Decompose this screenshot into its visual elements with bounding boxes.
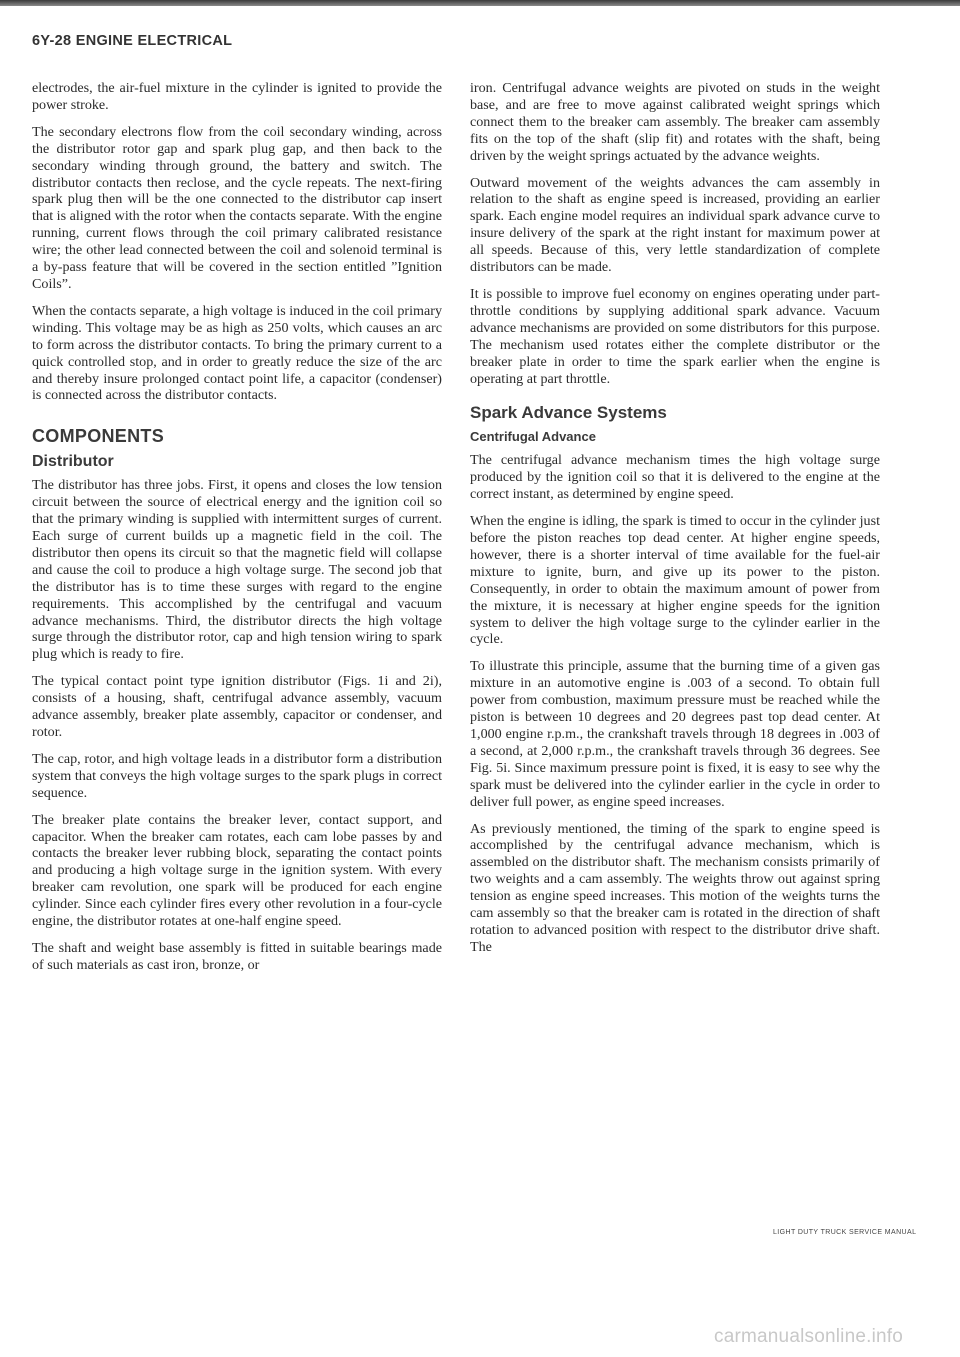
subsection-heading-distributor: Distributor (32, 453, 114, 471)
paragraph: The distributor has three jobs. First, it opens and closes the low tension circuit between the source of electrical energy and the ignition coil so that the primary winding is supplied with intermittent surges of current. Each surge of current builds up a magnetic field in the coil. The distributor then opens its circuit so that the magnetic field will collapse and cause the coil to produce a high voltage surge. The second job that the distributor has is to time these surges with regard to the engine requirements. This accomplished by the centrifugal and vacuum advance mechanisms. Third, the distributor directs the high voltage surge through the distributor rotor, cap and high tension wiring to spark plug which is ready to fire. (32, 477, 442, 663)
page-header: 6Y-28 ENGINE ELECTRICAL (32, 33, 233, 49)
paragraph: As previously mentioned, the timing of the spark to engine speed is accomplished by the centrifugal advance mechanism, which is assembled on the distributor shaft. The mechanism consists primarily of two weights and a cam assembly. The weights throw out against spring tension as engine speed increases. This motion of the weights turns the cam assembly so that the breaker cam is rotated in the direction of shaft rotation to advanced position with respect to the distributor drive shaft. The (470, 820, 880, 955)
paragraph: The secondary electrons flow from the coil secondary winding, across the distributor rotor gap and spark plug gap, and then back to the secondary winding through ground, the battery and switch. The distributor contacts then reclose, and the cycle repeats. The next-firing spark plug then will be the one connected to the distributor cap insert that is aligned with the rotor when the contacts separate. With the engine running, current flows through the coil primary calibrated resistance wire; the other lead connected between the coil and solenoid terminal is a by-pass feature that will be covered in the section entitled ”Ignition Coils”. (32, 123, 442, 292)
paragraph: The centrifugal advance mechanism times the high voltage surge produced by the ignition coil so that it is delivered to the engine at the correct instant, as determined by engine speed. (470, 452, 880, 503)
paragraph: To illustrate this principle, assume that the burning time of a given gas mixture in an automotive engine is .003 of a second. To obtain full power from combustion, maximum pressure must be reached while the piston is between 10 degrees and 20 degrees past top dead center. At 1,000 engine r.p.m., the crankshaft travels through 18 degrees in .003 of a second, at 2,000 r.p.m., the crankshaft travels through 36 degrees. See Fig. 5i. Since maximum pressure point is fixed, it is easy to see why the spark must be delivered into the cylinder earlier in the cycle in order to deliver full power, as engine speed increases. (470, 658, 880, 810)
top-rule (0, 0, 960, 6)
section-heading-spark-advance: Spark Advance Systems (470, 403, 667, 423)
subsection-heading-centrifugal-advance: Centrifugal Advance (470, 429, 596, 445)
paragraph: The shaft and weight base assembly is fitted in suitable bearings made of such materials as cast iron, bronze, or (32, 939, 442, 973)
right-column (470, 80, 880, 966)
paragraph: It is possible to improve fuel economy on engines operating under part-throttle conditions by supplying additional spark advance. Vacuum advance mechanisms are provided on some distributors for this purpose. The mechanism used rotates either the complete distributor or the breaker plate in order to time the spark earlier when the engine is operating at part throttle. (470, 285, 880, 387)
paragraph: iron. Centrifugal advance weights are pivoted on studs in the weight base, and are free to move against calibrated weight springs which connect them to the breaker cam assembly. The breaker cam assembly fits on the top of the shaft (slip fit) and rotates with the shaft, being driven by the weight springs actuated by the advance weights. (470, 80, 880, 164)
paragraph: When the contacts separate, a high voltage is induced in the coil primary winding. This voltage may be as high as 250 volts, which causes an arc to form across the distributor contacts. To bring the primary current to a quick controlled stop, and in order to greatly reduce the size of the arc and thereby insure prolonged contact point life, a capacitor (condenser) is connected across the distributor contacts. (32, 302, 442, 404)
section-heading-components: COMPONENTS (32, 426, 165, 447)
paragraph: The breaker plate contains the breaker lever, contact support, and capacitor. When the breaker cam rotates, each cam lobe passes by and contacts the breaker lever rubbing block, separating the contact points and producing a high voltage surge in the ignition system. With every breaker cam revolution, one spark will be produced for each engine cylinder. Since each cylinder fires every other revolution in a four-cycle engine, the distributor rotates at one-half engine speed. (32, 811, 442, 930)
watermark-text: carmanualsonline.info (714, 1326, 904, 1347)
paragraph: The typical contact point type ignition distributor (Figs. 1i and 2i), consists of a housing, shaft, centrifugal advance assembly, vacuum advance assembly, breaker plate assembly, capacitor or condenser, and rotor. (32, 673, 442, 740)
paragraph: When the engine is idling, the spark is timed to occur in the cylinder just before the piston reaches top dead center. At higher engine speeds, however, there is a shorter interval of time available for the fuel-air mixture to ignite, burn, and give up its power to the piston. Consequently, in order to obtain the maximum amount of power from the mixture, it is necessary at higher engine speeds for the ignition system to deliver the high voltage surge to the cylinder earlier in the cycle. (470, 513, 880, 648)
paragraph: The cap, rotor, and high voltage leads in a distributor form a distribution system that conveys the high voltage surges to the spark plugs in correct sequence. (32, 750, 442, 801)
paragraph: Outward movement of the weights advances the cam assembly in relation to the shaft as engine speed is increased, providing an earlier spark. Each engine model requires an individual spark advance curve to insure delivery of the spark at the right instant for maximum power at all speeds. Because of this, very lettle standardization of complete distributors can be made. (470, 174, 880, 276)
paragraph: electrodes, the air-fuel mixture in the cylinder is ignited to provide the power stroke. (32, 80, 442, 113)
page-footer: LIGHT DUTY TRUCK SERVICE MANUAL (773, 1229, 917, 1236)
left-column (32, 80, 442, 984)
